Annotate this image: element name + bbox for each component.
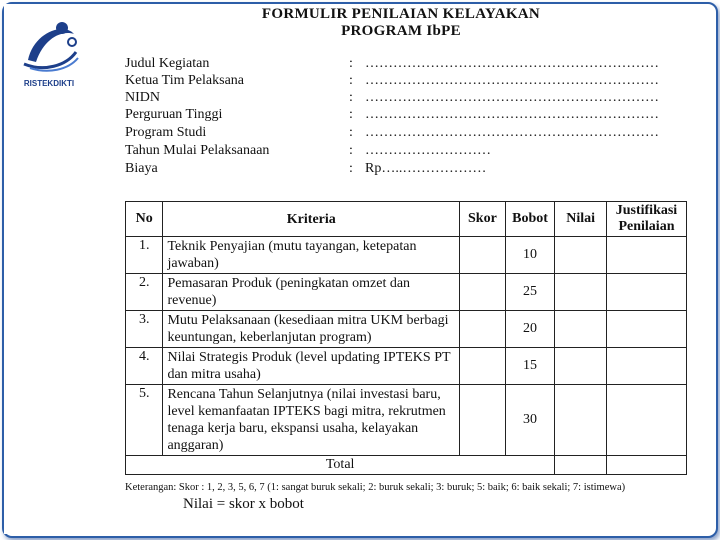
row-bobot: 15 [505,348,555,385]
row-kriteria: Nilai Strategis Produk (level updating IPTEKS PT dan mitra usaha) [163,348,460,385]
row-nilai[interactable] [555,274,607,311]
field-row [125,125,685,143]
row-nilai[interactable] [555,311,607,348]
field-colon: : [349,107,353,122]
field-row [125,107,685,125]
row-kriteria: Rencana Tahun Selanjutnya (nilai investasi baru, level kemanfaatan IPTEKS bagi mitra, rekrutmen tenaga kerja baru, ekspansi usaha, kelayakan anggaran) [163,385,460,456]
row-bobot: 30 [505,385,555,456]
row-nilai[interactable] [555,348,607,385]
field-colon: : [349,90,353,105]
row-kriteria: Pemasaran Produk (peningkatan omzet dan revenue) [163,274,460,311]
row-skor[interactable] [460,311,506,348]
row-no: 4. [126,348,163,385]
row-kriteria: Teknik Penyajian (mutu tayangan, ketepatan jawaban) [163,237,460,274]
header-skor: Skor [460,202,506,237]
field-label: Ketua Tim Pelaksana [125,73,244,88]
field-value: ……………………………………………………… [365,90,659,105]
table-row [126,348,687,385]
table-header-row [126,202,687,237]
score-note: Keterangan: Skor : 1, 2, 3, 5, 6, 7 (1: sangat buruk sekali; 2: buruk sekali; 3: buruk; 5: baik; 6: baik sekali; 7: istimewa) [125,482,626,493]
field-colon: : [349,161,353,176]
row-kriteria: Mutu Pelaksanaan (kesediaan mitra UKM berbagi keuntungan, keberlanjutan program) [163,311,460,348]
field-row [125,161,685,179]
field-colon: : [349,125,353,140]
total-justifikasi[interactable] [606,456,686,475]
row-skor[interactable] [460,274,506,311]
table-row [126,385,687,456]
table-row [126,274,687,311]
table-total-row [126,456,687,475]
field-row [125,143,685,161]
field-colon: : [349,143,353,158]
field-value: Rp…..……………… [365,161,487,176]
row-bobot: 20 [505,311,555,348]
header-kriteria: Kriteria [163,202,460,237]
ristekdikti-emblem-icon [14,12,84,78]
row-justifikasi[interactable] [606,385,686,456]
field-value: ……………………………………………………… [365,107,659,122]
row-justifikasi[interactable] [606,237,686,274]
form-title: FORMULIR PENILAIAN KELAYAKAN [261,6,541,22]
row-no: 1. [126,237,163,274]
field-label: Program Studi [125,125,207,140]
row-skor[interactable] [460,385,506,456]
field-colon: : [349,56,353,71]
row-skor[interactable] [460,348,506,385]
row-bobot: 10 [505,237,555,274]
row-skor[interactable] [460,237,506,274]
table-row [126,237,687,274]
row-no: 5. [126,385,163,456]
total-label: Total [126,456,555,475]
field-label: Biaya [125,161,158,176]
field-value: ……………………………………………………… [365,73,659,88]
sidebar [4,4,108,534]
row-no: 3. [126,311,163,348]
row-bobot: 25 [505,274,555,311]
row-no: 2. [126,274,163,311]
field-colon: : [349,73,353,88]
field-row [125,90,685,108]
field-label: Tahun Mulai Pelaksanaan [125,143,270,158]
header-no: No [126,202,163,237]
criteria-table [125,201,687,475]
header-justifikasi: Justifikasi Penilaian [606,202,686,237]
row-justifikasi[interactable] [606,348,686,385]
nilai-formula: Nilai = skor x bobot [183,496,304,512]
field-label: Judul Kegiatan [125,56,210,71]
assessment-form [111,6,691,514]
logo-text: RISTEKDIKTI [23,79,75,88]
row-nilai[interactable] [555,237,607,274]
total-nilai[interactable] [555,456,607,475]
field-row [125,56,685,74]
row-nilai[interactable] [555,385,607,456]
form-subtitle: PROGRAM IbPE [341,23,461,39]
field-value: ……………………………………………………… [365,56,659,71]
row-justifikasi[interactable] [606,311,686,348]
table-row [126,311,687,348]
header-bobot: Bobot [505,202,555,237]
field-value: ……………………………………………………… [365,125,659,140]
header-nilai: Nilai [555,202,607,237]
field-row [125,73,685,91]
ristekdikti-logo [14,12,84,88]
row-justifikasi[interactable] [606,274,686,311]
field-label: Perguruan Tinggi [125,107,223,122]
field-label: NIDN [125,90,160,105]
field-value: ……………………… [365,143,491,158]
